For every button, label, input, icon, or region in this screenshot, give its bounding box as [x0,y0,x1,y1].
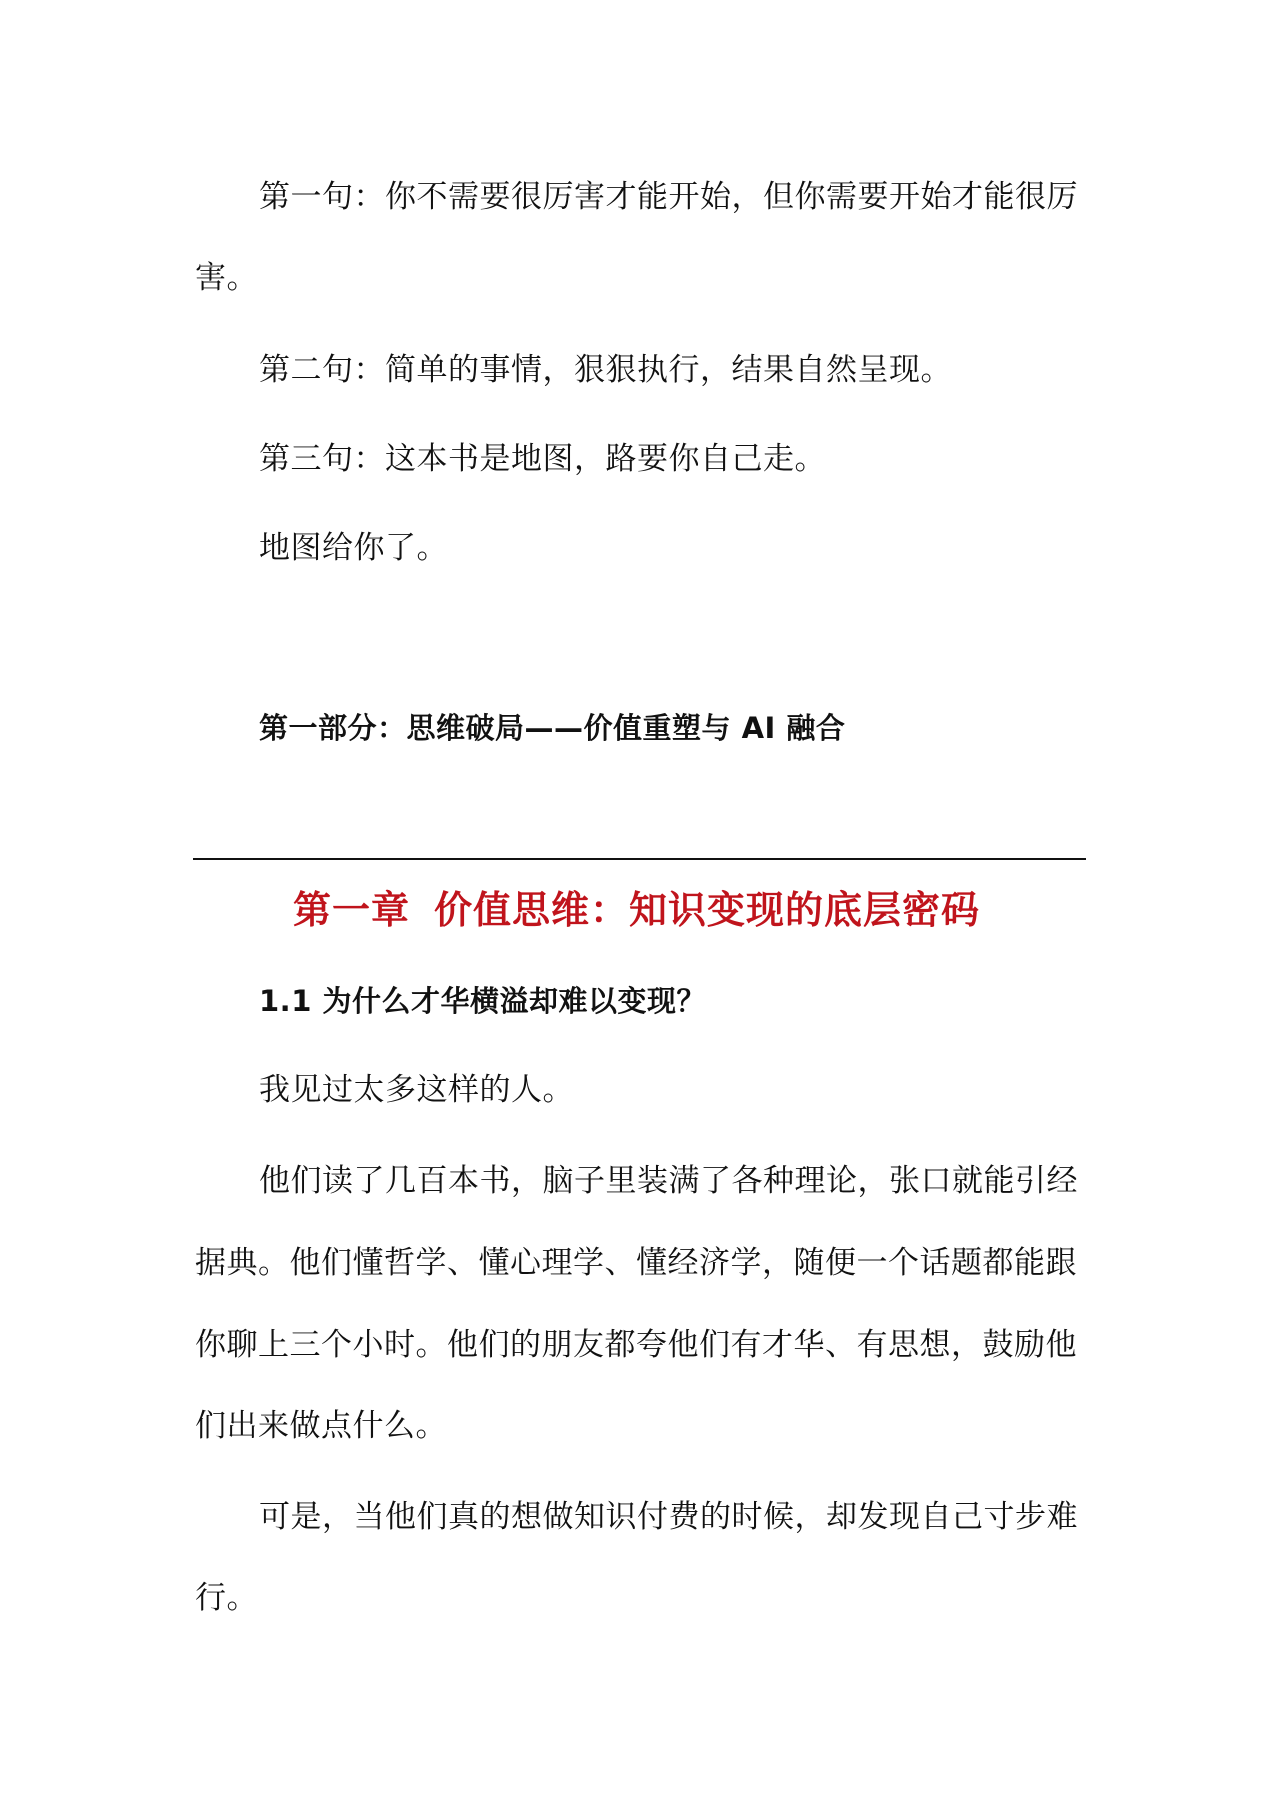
chapter-number: 第一章 [292,888,410,932]
section-paragraph-2-line-3: 你聊上三个小时。他们的朋友都夸他们有才华、有思想，鼓励他 [195,1327,1077,1363]
chapter-divider-rule [193,858,1086,860]
intro-sentence-1-line-2: 害。 [195,260,258,296]
section-paragraph-3-line-1: 可是，当他们真的想做知识付费的时候，却发现自己寸步难 [259,1499,1078,1535]
intro-closing: 地图给你了。 [259,530,448,566]
part-heading: 第一部分：思维破局——价值重塑与 AI 融合 [259,711,846,745]
section-heading: 1.1 为什么才华横溢却难以变现？ [259,984,706,1018]
section-paragraph-2-line-4: 们出来做点什么。 [195,1408,447,1444]
section-paragraph-2-line-1: 他们读了几百本书，脑子里装满了各种理论，张口就能引经 [259,1163,1078,1199]
section-paragraph-1: 我见过太多这样的人。 [259,1072,574,1108]
intro-sentence-1-line-1: 第一句：你不需要很厉害才能开始，但你需要开始才能很厉 [259,179,1078,215]
intro-sentence-3: 第三句：这本书是地图，路要你自己走。 [259,441,826,477]
section-paragraph-3-line-2: 行。 [195,1580,258,1616]
chapter-title-text: 价值思维：知识变现的底层密码 [434,888,981,932]
chapter-title [0,886,1273,934]
intro-sentence-2: 第二句：简单的事情，狠狠执行，结果自然呈现。 [259,352,952,388]
section-paragraph-2-line-2: 据典。他们懂哲学、懂心理学、懂经济学，随便一个话题都能跟 [195,1245,1077,1281]
